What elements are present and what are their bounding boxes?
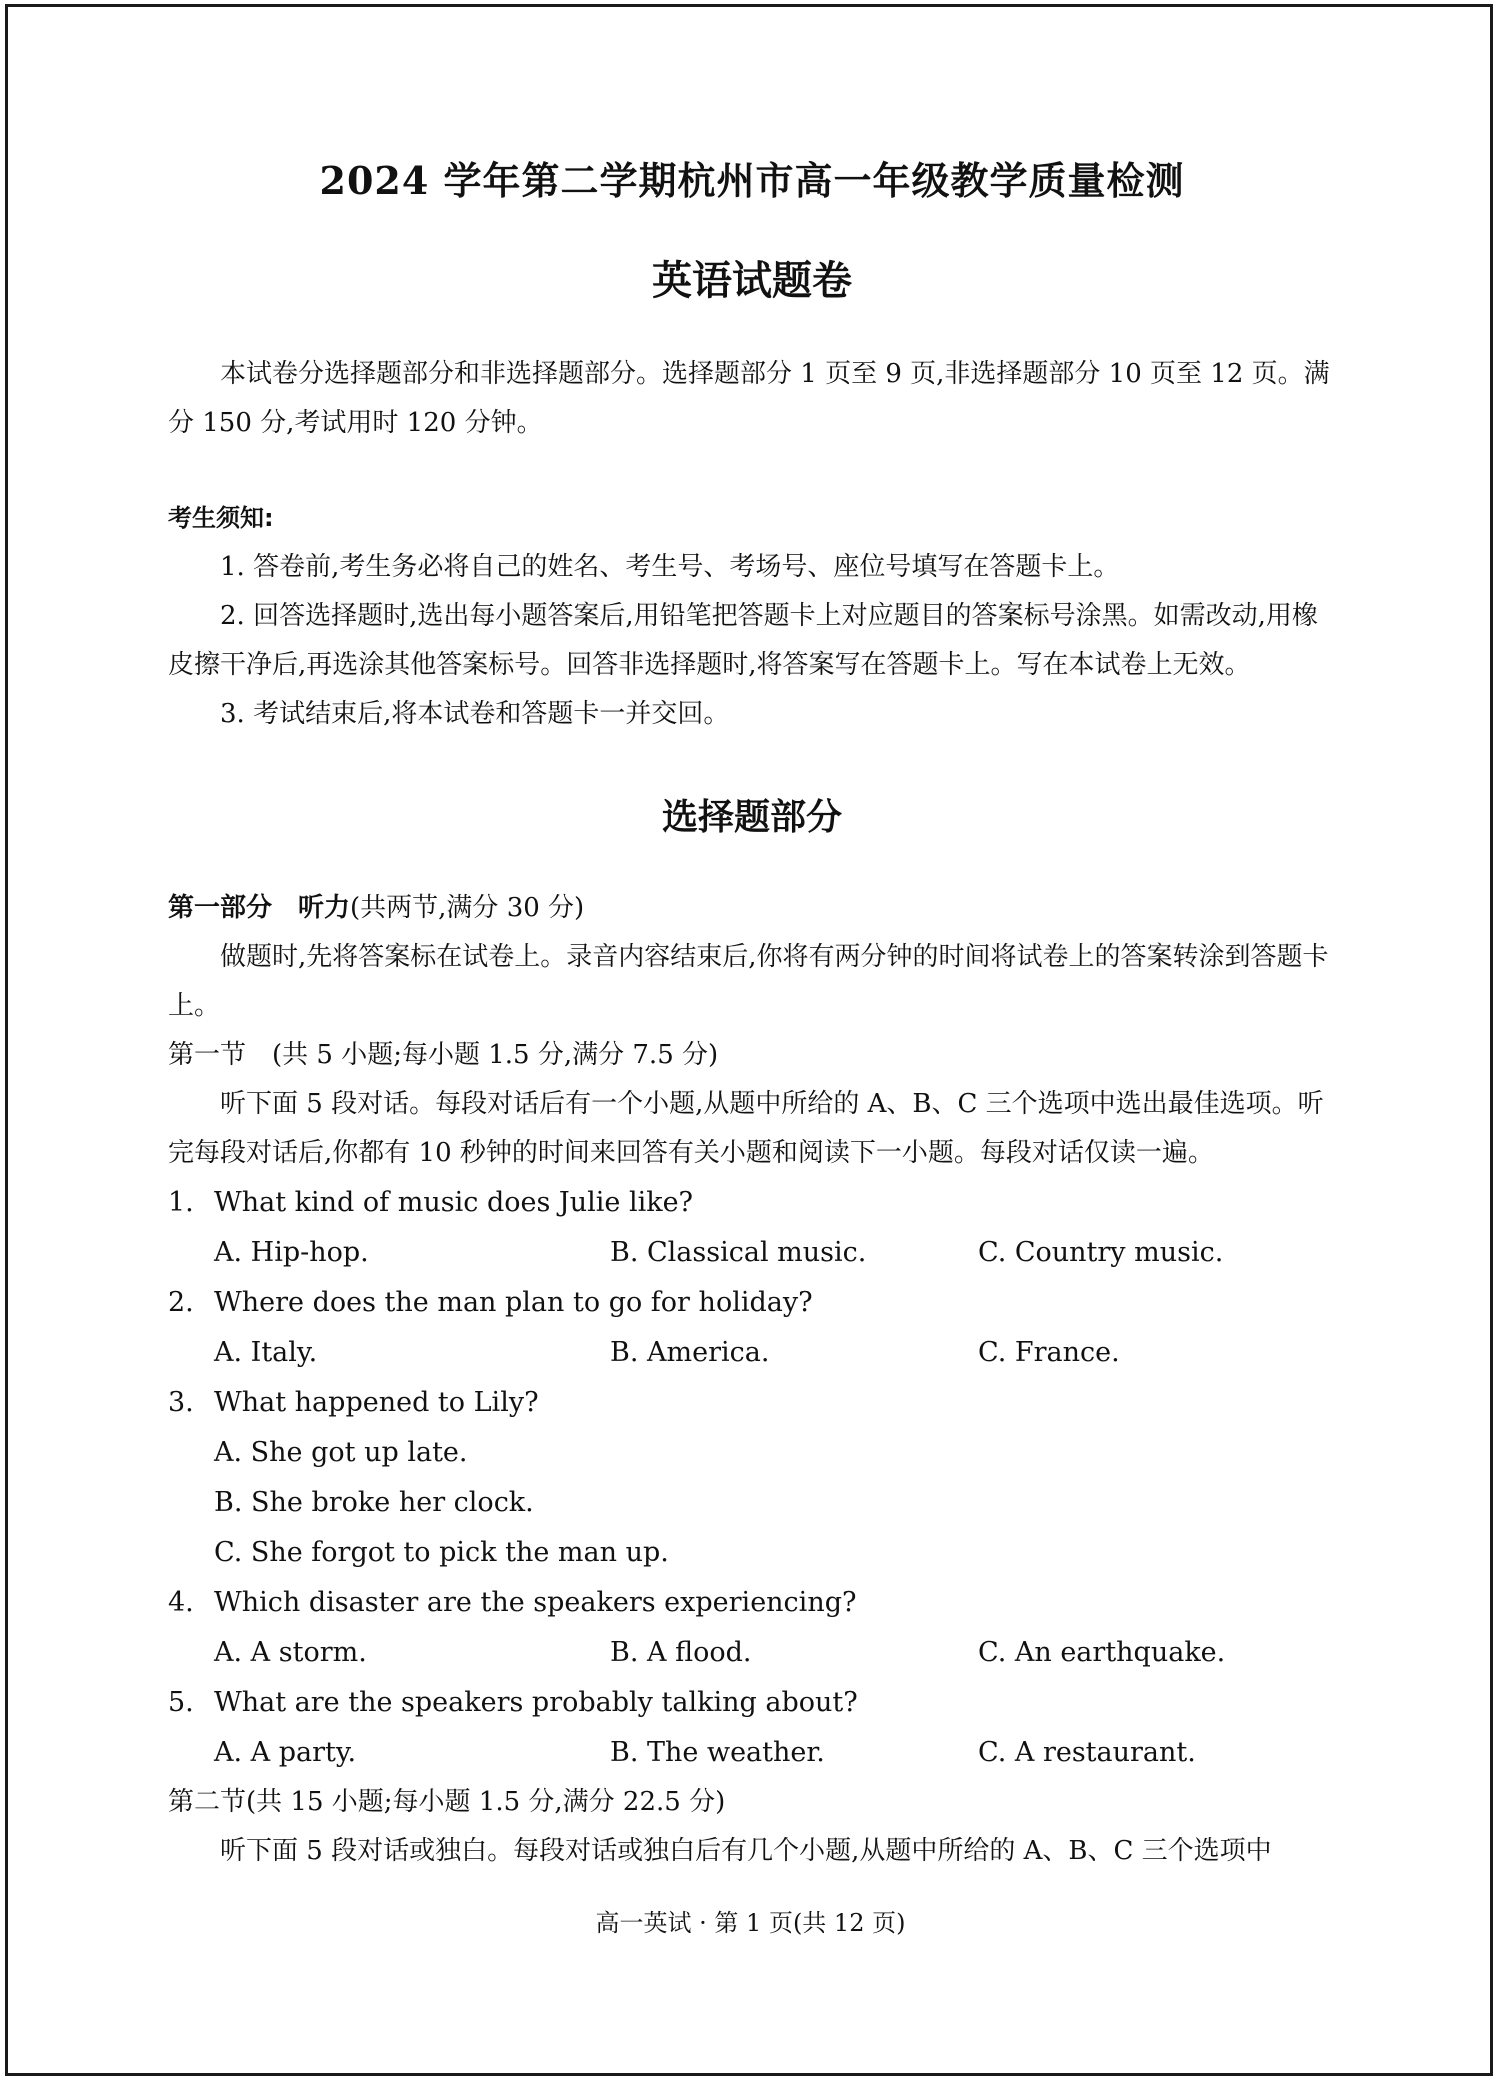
section-title: 选择题部分 [661,797,842,838]
part-label: 第一部分 听力 [168,893,351,923]
subject-title: 英语试题卷 [652,258,852,304]
question-number: 1. [168,1187,194,1218]
exam-main-title: 2024 学年第二学期杭州市高一年级教学质量检测 [319,158,1185,203]
notice-item-1: 1. 答卷前,考生务必将自己的姓名、考生号、考场号、座位号填写在答题卡上。 [220,552,1120,582]
intro-paragraph: 本试卷分选择题部分和非选择题部分。选择题部分 1 页至 9 页,非选择题部分 10 页至 12 页。满分 150 分,考试用时 120 分钟。 [168,359,1330,438]
option-a: A. A party. [214,1737,357,1768]
section2-instructions: 听下面 5 段对话或独白。每段对话或独白后有几个小题,从题中所给的 A、B、C 三个选项中 [220,1836,1272,1866]
notice-item-3: 3. 考试结束后,将本试卷和答题卡一并交回。 [220,699,730,729]
option-a: A. Italy. [214,1337,318,1368]
notice-item-2: 2. 回答选择题时,选出每小题答案后,用铅笔把答题卡上对应题目的答案标号涂黑。如需改动,用橡皮擦干净后,再选涂其他答案标号。回答非选择题时,将答案写在答题卡上。写在本试卷上无效。 [168,601,1318,680]
part-note: (共两节,满分 30 分) [350,893,585,923]
question-4 [168,1578,1336,1628]
option-b: B. America. [610,1337,770,1368]
question-number: 5. [168,1687,194,1718]
exam-page [168,150,1336,1876]
page-footer: 高一英试 · 第 1 页(共 12 页) [595,1909,906,1937]
question-text: Which disaster are the speakers experiencing? [214,1587,857,1618]
notice-heading: 考生须知: [168,504,274,532]
option-c: C. Country music. [978,1237,1224,1268]
question-text: What are the speakers probably talking about? [214,1687,858,1718]
question-number: 2. [168,1287,194,1318]
option-b: B. The weather. [610,1737,825,1768]
option-c: C. A restaurant. [978,1737,1196,1768]
question-text: What kind of music does Julie like? [214,1187,694,1218]
question-number: 3. [168,1387,194,1418]
option-a: A. Hip-hop. [214,1237,369,1268]
option-c: C. An earthquake. [978,1637,1226,1668]
question-text: Where does the man plan to go for holiday? [214,1287,813,1318]
question-1 [168,1178,1336,1228]
question-text: What happened to Lily? [214,1387,539,1418]
option-a: A. A storm. [214,1637,367,1668]
question-4-options [168,1628,1336,1678]
question-2 [168,1278,1336,1328]
question-number: 4. [168,1587,194,1618]
question-1-options [168,1228,1336,1278]
question-5 [168,1678,1336,1728]
question-5-options [168,1728,1336,1778]
option-a: A. She got up late. [214,1437,468,1468]
question-3 [168,1378,1336,1428]
part-instructions: 做题时,先将答案标在试卷上。录音内容结束后,你将有两分钟的时间将试卷上的答案转涂到答题卡上。 [168,942,1329,1021]
section1-instructions: 听下面 5 段对话。每段对话后有一个小题,从题中所给的 A、B、C 三个选项中选出最佳选项。听完每段对话后,你都有 10 秒钟的时间来回答有关小题和阅读下一小题。每段对话仅读一遍。 [168,1089,1324,1168]
option-b: B. A flood. [610,1637,752,1668]
option-b: B. She broke her clock. [214,1487,534,1518]
section2-heading: 第二节(共 15 小题;每小题 1.5 分,满分 22.5 分) [168,1787,726,1817]
section1-heading: 第一节 (共 5 小题;每小题 1.5 分,满分 7.5 分) [168,1040,719,1070]
part-heading [168,884,1336,933]
option-c: C. France. [978,1337,1120,1368]
question-2-options [168,1328,1336,1378]
option-b: B. Classical music. [610,1237,867,1268]
option-c: C. She forgot to pick the man up. [214,1537,669,1568]
